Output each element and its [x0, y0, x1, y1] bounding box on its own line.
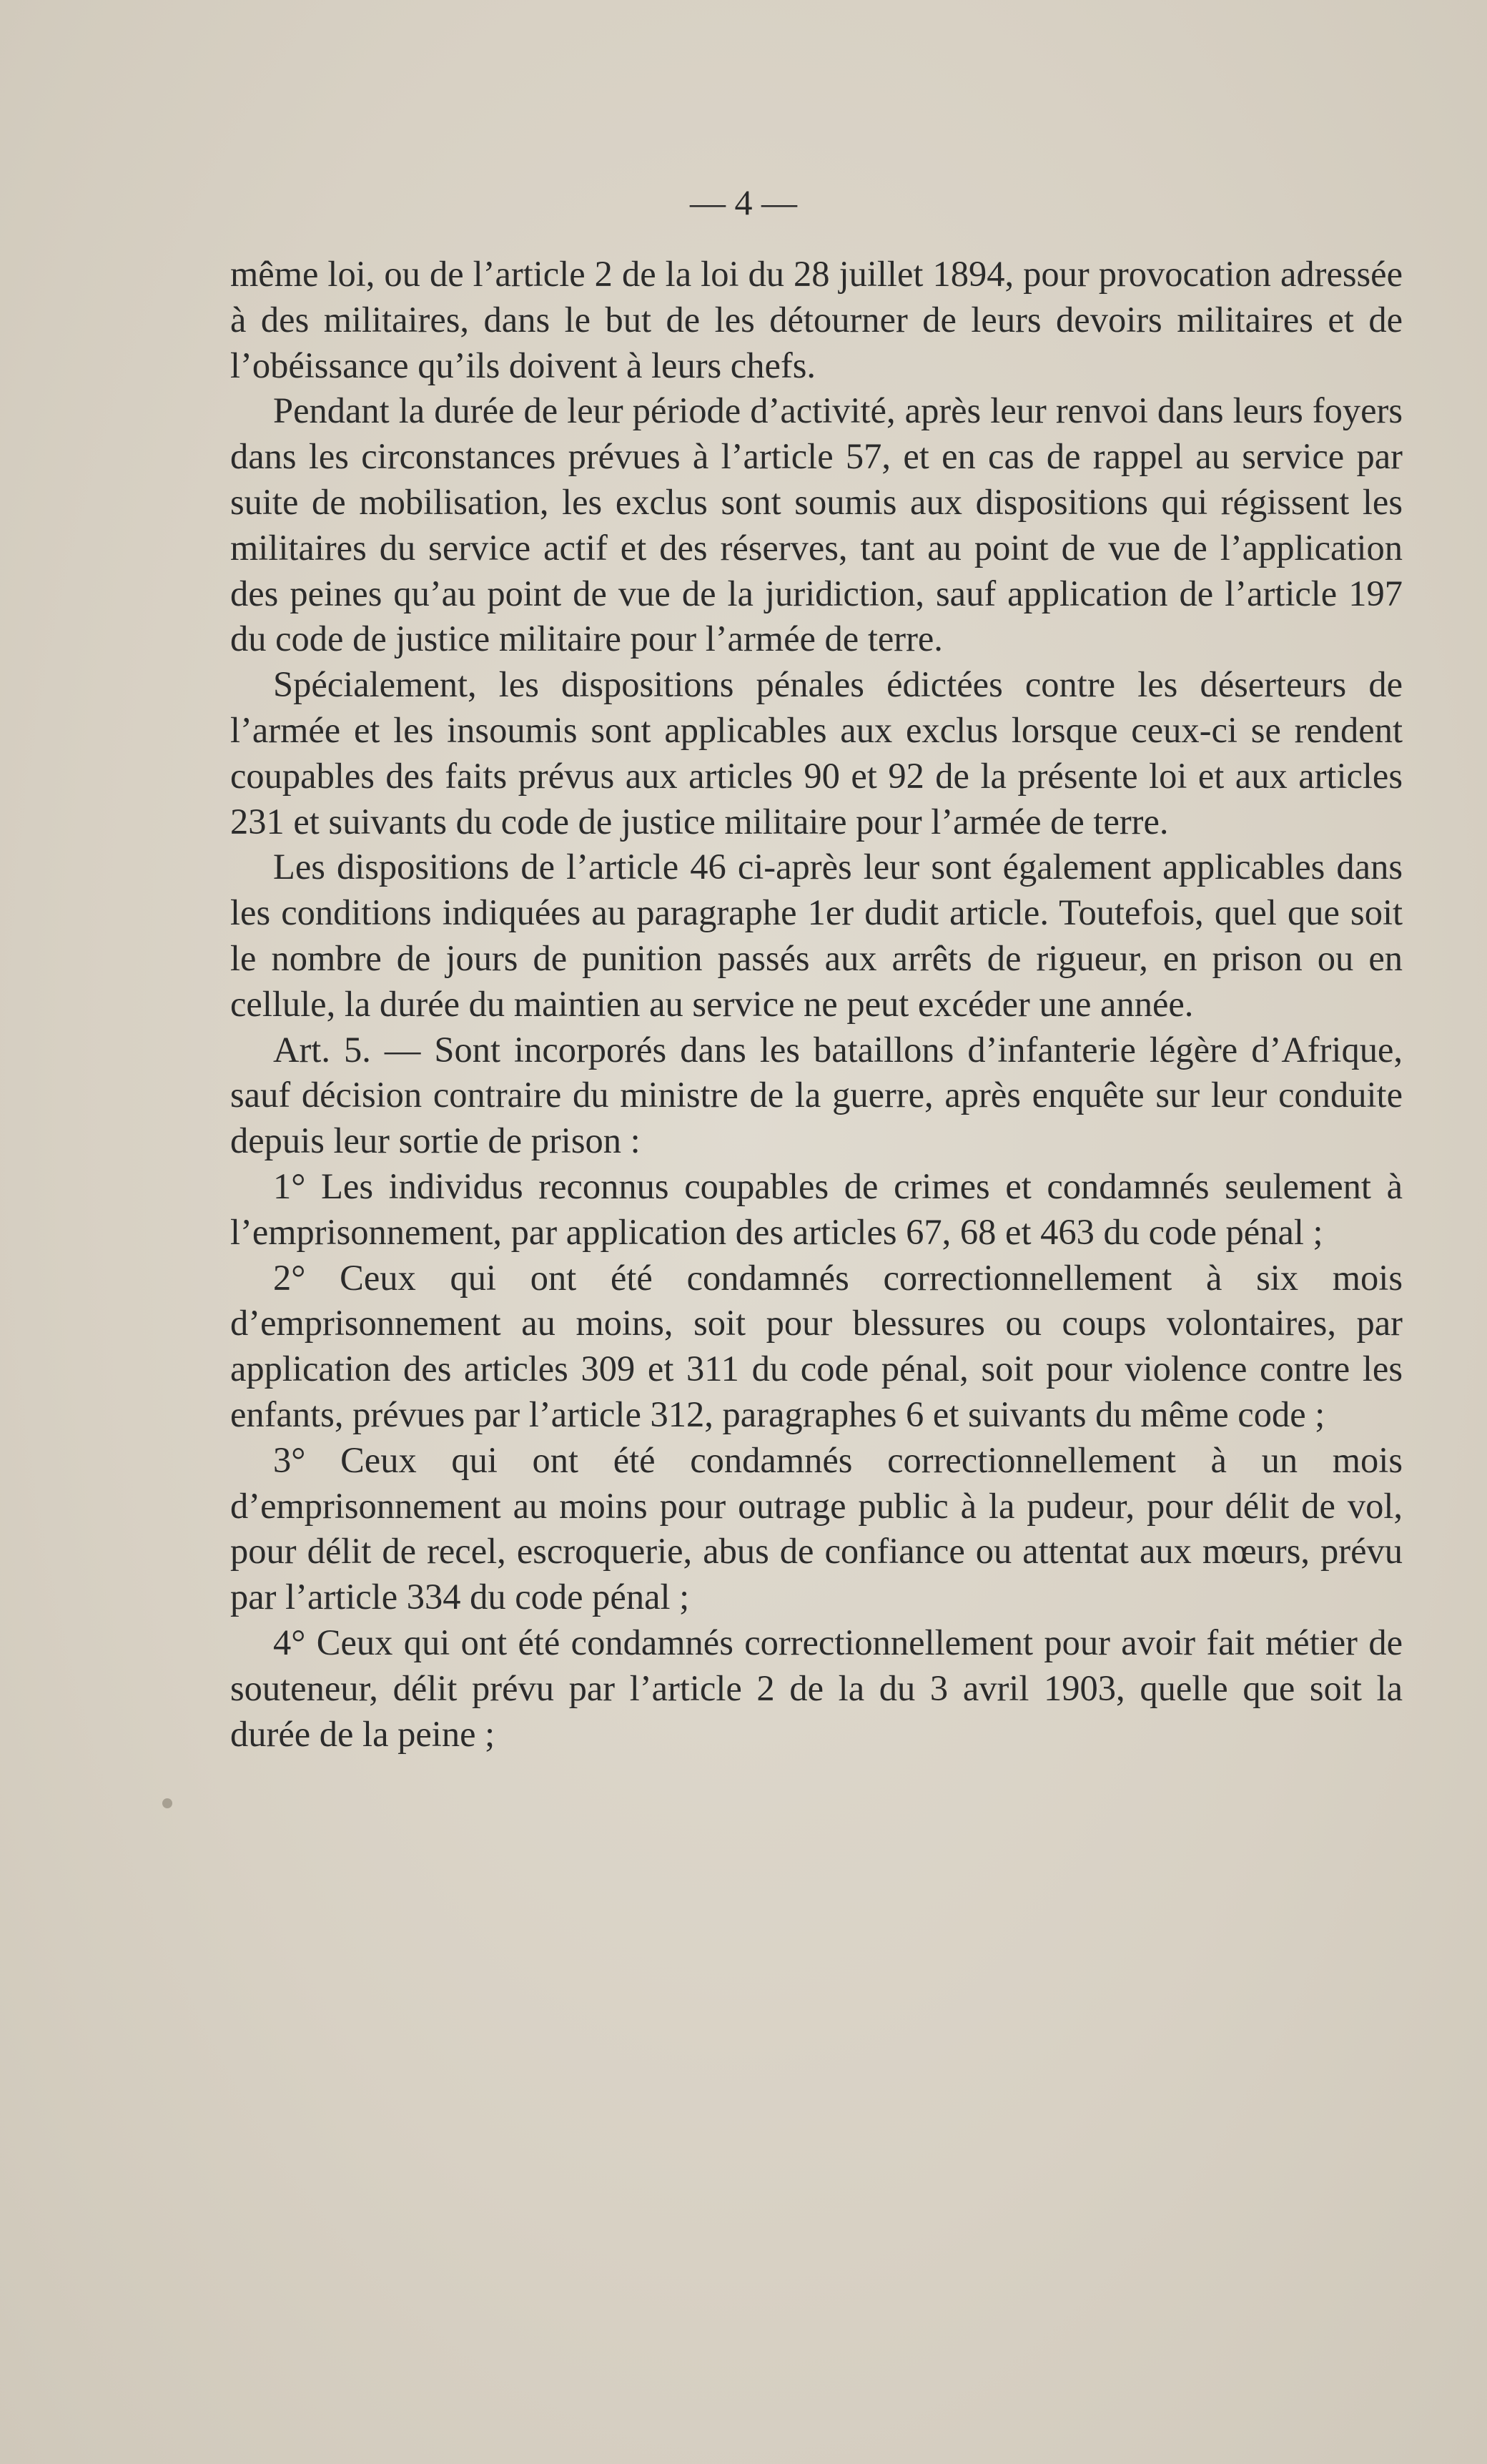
body-text: [230, 252, 1403, 1757]
paragraph-3: Spécialement, les dispositions pénales édictées contre les déserteurs de l’armée et les insoumis sont applicables aux exclus lorsque ceux-ci se rendent coupables des faits prévus aux articles 90 et 92 de la présente loi et aux articles 231 et suivants du code de justice militaire pour l’armée de terre.: [230, 664, 1403, 842]
paragraph-item-2: 2° Ceux qui ont été condamnés correctionnellement à six mois d’emprisonnement au moins, soit pour blessures ou coups volontaires, par application des articles 309 et 311 du code pénal, soit pour violence contre les enfants, prévues par l’article 312, paragraphes 6 et suivants du même code ;: [230, 1257, 1403, 1434]
page-number: — 4 —: [690, 182, 797, 222]
paragraph-2: Pendant la durée de leur période d’activité, après leur renvoi dans leurs foyers dans les circonstances prévues à l’article 57, et en cas de rappel au service par suite de mobilisation, les exclus sont soumis aux dispositions qui régissent les militaires du service actif et des réserves, tant au point de vue de l’application des peines qu’au point de vue de la juridiction, sauf application de l’article 197 du code de justice militaire pour l’armée de terre.: [230, 390, 1403, 659]
paragraph-item-4: 4° Ceux qui ont été condamnés correctionnellement pour avoir fait métier de souteneur, délit prévu par l’article 2 de la du 3 avril 1903, quelle que soit la durée de la peine ;: [230, 1622, 1403, 1754]
paragraph-article-5: Art. 5. — Sont incorporés dans les bataillons d’infanterie légère d’Afrique, sauf décision contraire du ministre de la guerre, après enquête sur leur conduite depuis leur sortie de prison :: [230, 1029, 1403, 1161]
paragraph-1: même loi, ou de l’article 2 de la loi du 28 juillet 1894, pour provocation adressée à des militaires, dans le but de les détourner de leurs devoirs militaires et de l’obéissance qu’ils doivent à leurs chefs.: [230, 254, 1403, 385]
paragraph-4: Les dispositions de l’article 46 ci-après leur sont également applicables dans les conditions indiquées au paragraphe 1er dudit article. Toutefois, quel que soit le nombre de jours de punition passés aux arrêts de rigueur, en prison ou en cellule, la durée du maintien au service ne peut excéder une année.: [230, 847, 1403, 1024]
paragraph-item-3: 3° Ceux qui ont été condamnés correctionnellement à un mois d’emprisonnement au moins pour outrage public à la pudeur, pour délit de vol, pour délit de recel, escroquerie, abus de confiance ou attentat aux mœurs, prévu par l’article 334 du code pénal ;: [230, 1439, 1403, 1617]
paragraph-item-1: 1° Les individus reconnus coupables de crimes et condamnés seulement à l’emprisonnement, par application des articles 67, 68 et 463 du code pénal ;: [230, 1166, 1403, 1252]
paper-speck: [162, 1798, 172, 1808]
